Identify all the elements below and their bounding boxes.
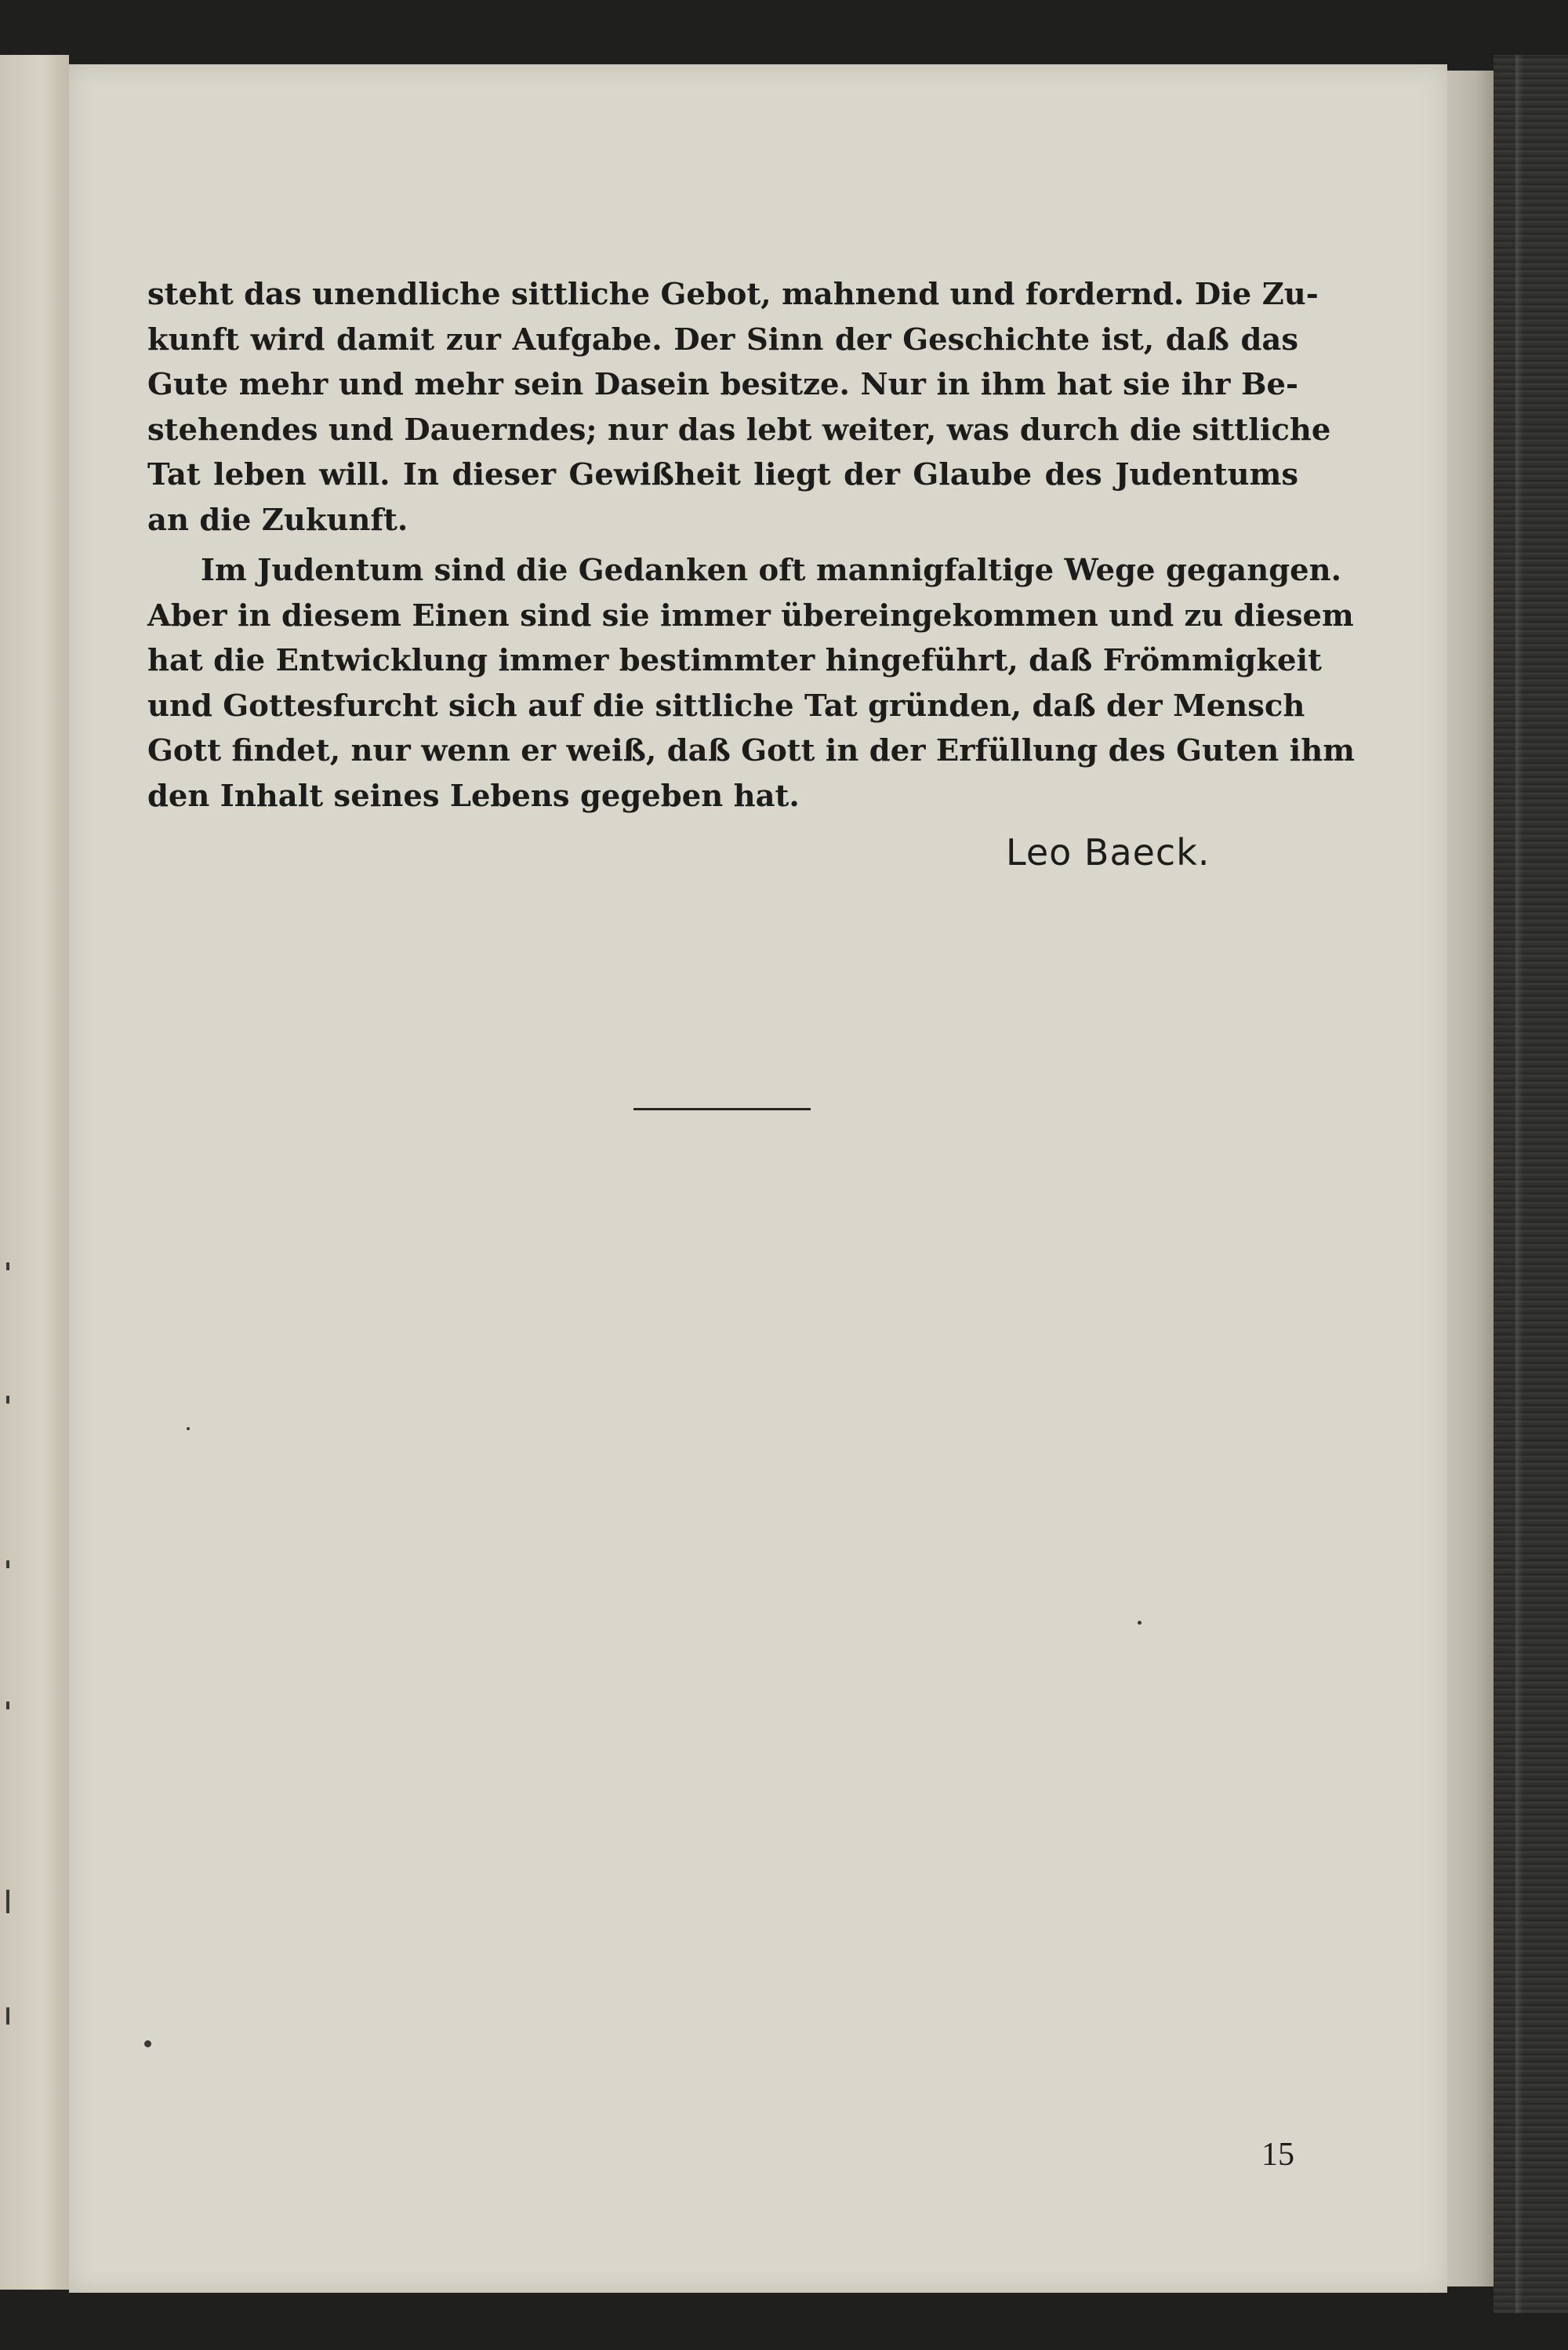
page-number: 15	[1261, 2137, 1294, 2173]
text-line: Im Judentum sind die Gedanken oft mannigfaltige Wege gegangen.	[201, 553, 1342, 588]
paper-speck	[1138, 1621, 1142, 1625]
edge-mark	[6, 1560, 9, 1568]
text-line: stehendes und Dauerndes; nur das lebt weiter, was durch die sittliche	[147, 412, 1331, 448]
text-line: Aber in diesem Einen sind sie immer übereingekommen und zu diesem	[147, 597, 1354, 634]
text-line: und Gottesfurcht sich auf die sittliche Tat gründen, daß der Mensch	[147, 688, 1305, 724]
edge-mark	[6, 2007, 9, 2025]
text-line: Gott findet, nur wenn er weiß, daß Gott in der Erfüllung des Guten ihm	[147, 733, 1356, 768]
paper-speck	[187, 1427, 190, 1430]
edge-mark	[6, 1262, 9, 1270]
text-line: Gute mehr und mehr sein Dasein besitze. Nur in ihm hat sie ihr Be-	[147, 367, 1298, 402]
text-line: an die Zukunft.	[147, 502, 408, 538]
edge-mark	[6, 1396, 9, 1404]
left-page-edge	[0, 55, 69, 2290]
paper-speck	[144, 2040, 151, 2047]
page-right-edge	[1447, 71, 1494, 2286]
book-page	[69, 64, 1447, 2293]
author-signature: Leo Baeck.	[1006, 831, 1210, 874]
body-text	[147, 272, 1356, 819]
text-line: den Inhalt seines Lebens gegeben hat.	[147, 778, 800, 814]
book-binding	[1494, 55, 1568, 2313]
text-line: hat die Entwicklung immer bestimmter hingeführt, daß Frömmigkeit	[147, 643, 1322, 678]
text-line: Tat leben will. In dieser Gewißheit liegt der Glaube des Judentums	[147, 457, 1298, 492]
paragraph-1	[147, 272, 1331, 543]
section-divider	[633, 1108, 811, 1110]
binding-shine	[1515, 55, 1523, 2313]
text-line: kunft wird damit zur Aufgabe. Der Sinn der Geschichte ist, daß das	[147, 321, 1298, 358]
paragraph-2	[147, 548, 1356, 819]
edge-mark	[6, 1890, 9, 1913]
edge-mark	[6, 1702, 9, 1709]
text-line: steht das unendliche sittliche Gebot, mahnend und fordernd. Die Zu-	[147, 277, 1319, 312]
